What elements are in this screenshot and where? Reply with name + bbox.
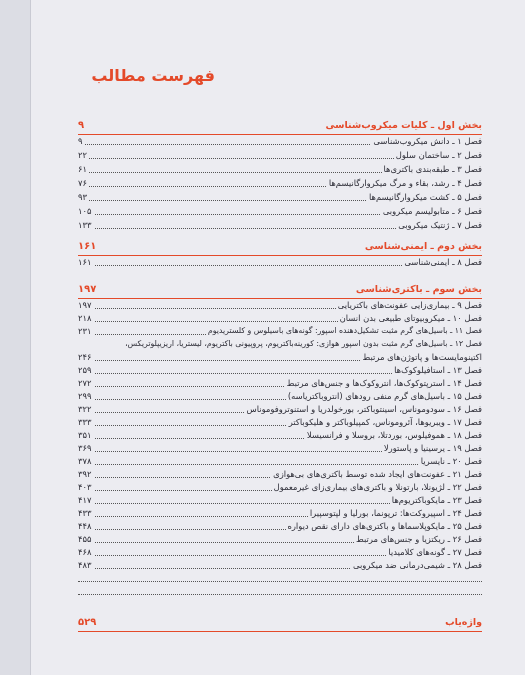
part-page: ۹ xyxy=(78,120,85,131)
chapter-title: فصل ۲۸ ـ شیمی‌درمانی ضد میکروبی xyxy=(353,560,482,570)
chapter-page: ۲۹۹ xyxy=(78,391,92,401)
chapter-title: فصل ۱۰ ـ میکروبیوتای طبیعی بدن انسان xyxy=(339,313,482,323)
chapter-page: ۹ xyxy=(78,136,83,146)
part-title: بخش دوم ـ ایمنی‌شناسی xyxy=(364,241,482,252)
page-title: فهرست مطالب xyxy=(91,66,215,85)
chapter-title: فصل ۳ ـ طبقه‌بندی باکتری‌ها xyxy=(383,164,482,174)
toc-row[interactable] xyxy=(78,585,482,598)
chapter-title: فصل ۱۳ ـ استافیلوکوک‌ها xyxy=(394,365,482,375)
toc-row[interactable] xyxy=(78,364,482,377)
toc-row[interactable] xyxy=(78,416,482,429)
chapter-page: ۱۹۷ xyxy=(78,300,92,310)
chapter-page: ۳۹۲ xyxy=(78,469,92,479)
part-page: ۱۶۱ xyxy=(78,241,97,252)
toc-row[interactable] xyxy=(78,533,482,546)
chapter-page: ۴۰۳ xyxy=(78,482,92,492)
toc-part-1[interactable] xyxy=(78,120,482,135)
toc-row[interactable] xyxy=(78,442,482,455)
chapter-page: ۲۵۹ xyxy=(78,365,92,375)
toc-row[interactable] xyxy=(78,481,482,494)
chapter-page: ۳۳۳ xyxy=(78,417,92,427)
chapter-title: اکتینومایست‌ها و پاتوژن‌های مرتبط xyxy=(362,352,482,362)
chapter-title: فصل ۲ ـ ساختمان سلول xyxy=(395,150,482,160)
toc-row[interactable] xyxy=(78,338,482,351)
toc-row[interactable] xyxy=(78,429,482,442)
toc-row[interactable] xyxy=(78,403,482,416)
toc-row[interactable] xyxy=(78,494,482,507)
chapter-title: فصل ۱۵ ـ باسیل‌های گرم منفی رودهای (انتروباکتریاسه) xyxy=(287,391,482,401)
chapter-page: ۴۸۳ xyxy=(78,560,92,570)
chapter-page: ۳۵۱ xyxy=(78,430,92,440)
part-title: بخش سوم ـ باکتری‌شناسی xyxy=(355,284,482,295)
chapter-title: فصل ۲۵ ـ مایکوپلاسماها و باکتری‌های دارای نقص دیواره xyxy=(287,521,482,531)
chapter-page: ۴۱۷ xyxy=(78,495,92,505)
part-title: بخش اول ـ کلیات میکروب‌شناسی xyxy=(325,120,482,131)
chapter-title: فصل ۲۲ ـ لژیونلا، بارتونلا و باکتری‌های بیماری‌زای غیرمعمول xyxy=(273,482,482,492)
toc-row[interactable] xyxy=(78,219,482,232)
chapter-title: فصل ۱۸ ـ هموفیلوس، بوردتلا، بروسلا و فرانسیسلا xyxy=(306,430,482,440)
toc-row[interactable] xyxy=(78,351,482,364)
chapter-title: فصل ۲۳ ـ مایکوباکتریوم‌ها xyxy=(391,495,482,505)
toc-row[interactable] xyxy=(78,163,482,176)
chapter-page: ۱۶۱ xyxy=(78,257,92,267)
chapter-title: فصل ۵ ـ کشت میکروارگانیسم‌ها xyxy=(369,192,482,202)
toc-row[interactable] xyxy=(78,520,482,533)
toc-row[interactable] xyxy=(78,312,482,325)
chapter-page: ۲۷۲ xyxy=(78,378,92,388)
chapter-page: ۱۰۵ xyxy=(78,206,92,216)
chapter-page: ۹۳ xyxy=(78,192,87,202)
toc-row[interactable] xyxy=(78,256,482,269)
chapter-title: فصل ۲۰ ـ نایسریا xyxy=(420,456,482,466)
toc-row[interactable] xyxy=(78,377,482,390)
chapter-title: فصل ۱ ـ دانش میکروب‌شناسی xyxy=(373,136,482,146)
chapter-title: فصل ۴ ـ رشد، بقاء و مرگ میکروارگانیسم‌ها xyxy=(328,178,482,188)
chapter-title: فصل ۷ ـ ژنتیک میکروبی xyxy=(398,220,482,230)
chapter-title: فصل ۶ ـ متابولیسم میکروبی xyxy=(382,206,482,216)
glossary-page: ۵۲۹ xyxy=(78,617,97,628)
toc-row[interactable] xyxy=(78,177,482,190)
chapter-page: ۴۶۸ xyxy=(78,547,92,557)
toc-part-2[interactable] xyxy=(78,241,482,256)
glossary-title: واژه‌یاب xyxy=(445,617,482,628)
chapter-page: ۴۳۳ xyxy=(78,508,92,518)
chapter-title: فصل ۲۱ ـ عفونت‌های ایجاد شده توسط باکتری‌های بی‌هوازی xyxy=(273,469,482,479)
toc-row[interactable] xyxy=(78,546,482,559)
toc-row[interactable] xyxy=(78,455,482,468)
chapter-title: فصل ۱۹ ـ یرسینیا و پاستورلا xyxy=(383,443,482,453)
toc-part-3[interactable] xyxy=(78,284,482,299)
chapter-page: ۳۶۹ xyxy=(78,443,92,453)
chapter-title: فصل ۲۷ ـ گونه‌های کلامیدیا xyxy=(388,547,482,557)
chapter-title: فصل ۲۶ ـ ریکتزیا و جنس‌های مرتبط xyxy=(356,534,482,544)
chapter-page: ۳۷۸ xyxy=(78,456,92,466)
chapter-page: ۲۳۱ xyxy=(78,326,92,336)
toc-glossary[interactable] xyxy=(78,617,482,632)
chapter-title: فصل ۱۱ ـ باسیل‌های گرم مثبت تشکیل‌دهنده اسپور: گونه‌های باسیلوس و کلستریدیوم xyxy=(207,326,482,335)
toc-row[interactable] xyxy=(78,135,482,148)
chapter-title: فصل ۹ ـ بیماری‌زایی عفونت‌های باکتریایی xyxy=(337,300,482,310)
toc-row[interactable] xyxy=(78,507,482,520)
chapter-page: ۲۱۸ xyxy=(78,313,92,323)
chapter-page: ۳۲۲ xyxy=(78,404,92,414)
chapter-page: ۶۱ xyxy=(78,164,87,174)
chapter-page: ۷۶ xyxy=(78,178,87,188)
chapter-title: فصل ۱۴ ـ استرپتوکوک‌ها، انتروکوک‌ها و جنس‌های مرتبط xyxy=(286,378,482,388)
part-page: ۱۹۷ xyxy=(78,284,97,295)
chapter-title: فصل ۲۴ ـ اسپیروکت‌ها: ترپونما، بورلیا و لپتوسپیرا xyxy=(309,508,482,518)
toc-row[interactable] xyxy=(78,191,482,204)
chapter-title: فصل ۸ ـ ایمنی‌شناسی xyxy=(404,257,482,267)
toc-row[interactable] xyxy=(78,559,482,572)
toc-row[interactable] xyxy=(78,205,482,218)
chapter-page: ۲۲ xyxy=(78,150,87,160)
toc-row[interactable] xyxy=(78,572,482,585)
chapter-page: ۲۴۶ xyxy=(78,352,92,362)
toc-row[interactable] xyxy=(78,390,482,403)
chapter-page: ۴۵۵ xyxy=(78,534,92,544)
toc-row[interactable] xyxy=(78,468,482,481)
toc-row[interactable] xyxy=(78,325,482,338)
chapter-title: فصل ۱۷ ـ ویبریوها، آئروموناس، کمپیلوباکتر و هلیکوباکتر xyxy=(288,417,482,427)
toc-row[interactable] xyxy=(78,299,482,312)
chapter-page: ۱۳۳ xyxy=(78,220,92,230)
chapter-title: فصل ۱۲ ـ باسیل‌های گرم مثبت بدون اسپور هوازی: کورینه‌باکتریوم، پروپیونی باکتریوم، لیستریا، اریزیپلوتریکس، xyxy=(125,339,482,348)
chapter-page: ۴۴۸ xyxy=(78,521,92,531)
chapter-title: فصل ۱۶ ـ سودوموناس، اسینتوباکتر، بورخولدریا و استنوتروفوموناس xyxy=(246,404,482,414)
toc-row[interactable] xyxy=(78,149,482,162)
